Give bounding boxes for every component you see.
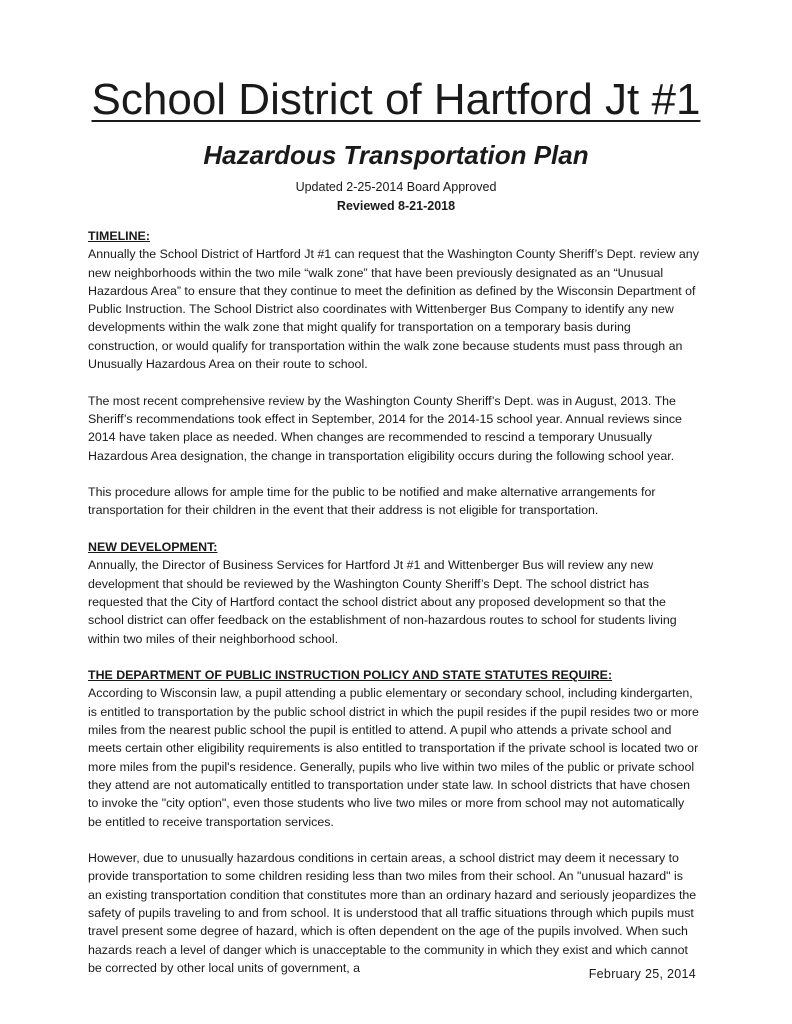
timeline-heading: TIMELINE: — [88, 229, 150, 243]
page-title: School District of Hartford Jt #1 — [91, 75, 701, 124]
footer-date: February 25, 2014 — [588, 967, 696, 981]
dpi-policy-paragraph-1: According to Wisconsin law, a pupil attending a public elementary or secondary school, including kindergarten, is entitled to transportation by the public school district in which the pupil resides if the pupil resides two or more miles from the nearest public school the pupil is entitled to attend. A pupil who attends a private school and meets certain other eligibility requirements is also entitled to transportation if the private school is located two or more miles from the pupil's residence. Generally, pupils who live within two miles of the public or private school they attend are not automatically entitled to transportation under state law. In school districts that have chosen to invoke the "city option", even those students who live two miles or more from school may not automatically be entitled to receive transportation services. — [88, 686, 699, 829]
timeline-paragraph-2: The most recent comprehensive review by the Washington County Sheriff’s Dept. was in August, 2013. The Sheriff’s recommendations took effect in September, 2014 for the 2014-15 school year. Annual reviews since 2014 have taken place as needed. When changes are recommended to rescind a temporary Unusually Hazardous Area designation, the change in transportation eligibility occurs during the following school year. — [88, 393, 682, 463]
plan-subtitle: Hazardous Transportation Plan — [203, 140, 589, 170]
timeline-paragraph-3: This procedure allows for ample time for the public to be notified and make alternative arrangements for transportation for their children in the event that their address is not eligible for transportation. — [88, 485, 656, 518]
new-development-paragraph: Annually, the Director of Business Services for Hartford Jt #1 and Wittenberger Bus will review any new development that should be reviewed by the Washington County Sheriff’s Dept. The school district has requested that the City of Hartford contact the school district about any proposed development so that the school district can offer feedback on the establishment of non-hazardous routes to school for students living within two miles of their neighborhood school. — [88, 558, 677, 646]
document-body — [88, 227, 700, 977]
dpi-policy-heading: THE DEPARTMENT OF PUBLIC INSTRUCTION POLICY AND STATE STATUTES REQUIRE: — [88, 668, 613, 683]
updated-note: Updated 2-25-2014 Board Approved — [295, 180, 497, 194]
reviewed-note: Reviewed 8-21-2018 — [336, 199, 456, 213]
dpi-policy-paragraph-2: However, due to unusually hazardous conditions in certain areas, a school district may deem it necessary to provide transportation to some children residing less than two miles from their school. An "unusual hazard" is an existing transportation condition that constitutes more than an ordinary hazard and seriously jeopardizes the safety of pupils traveling to and from school. It is understood that all traffic situations through which pupils must travel present some degree of hazard, which is often dependent on the age of the pupils involved. When such hazards reach a level of danger which is unacceptable to the community in which they exist and which cannot be corrected by other local units of government, a — [88, 851, 697, 975]
new-development-heading: NEW DEVELOPMENT: — [88, 540, 218, 555]
timeline-paragraph-1: Annually the School District of Hartford Jt #1 can request that the Washington County Sheriff’s Dept. review any new neighborhoods within the two mile “walk zone” that have been previously designated as an “Unusual Hazardous Area” to ensure that they continue to meet the definition as defined by the Wisconsin Department of Public Instruction. The School District also coordinates with Wittenberger Bus Company to identify any new developments within the walk zone that might qualify for transportation on a temporary basis during construction, or would qualify for transportation within the walk zone because students must pass through an Unusually Hazardous Area on their route to school. — [88, 247, 699, 372]
